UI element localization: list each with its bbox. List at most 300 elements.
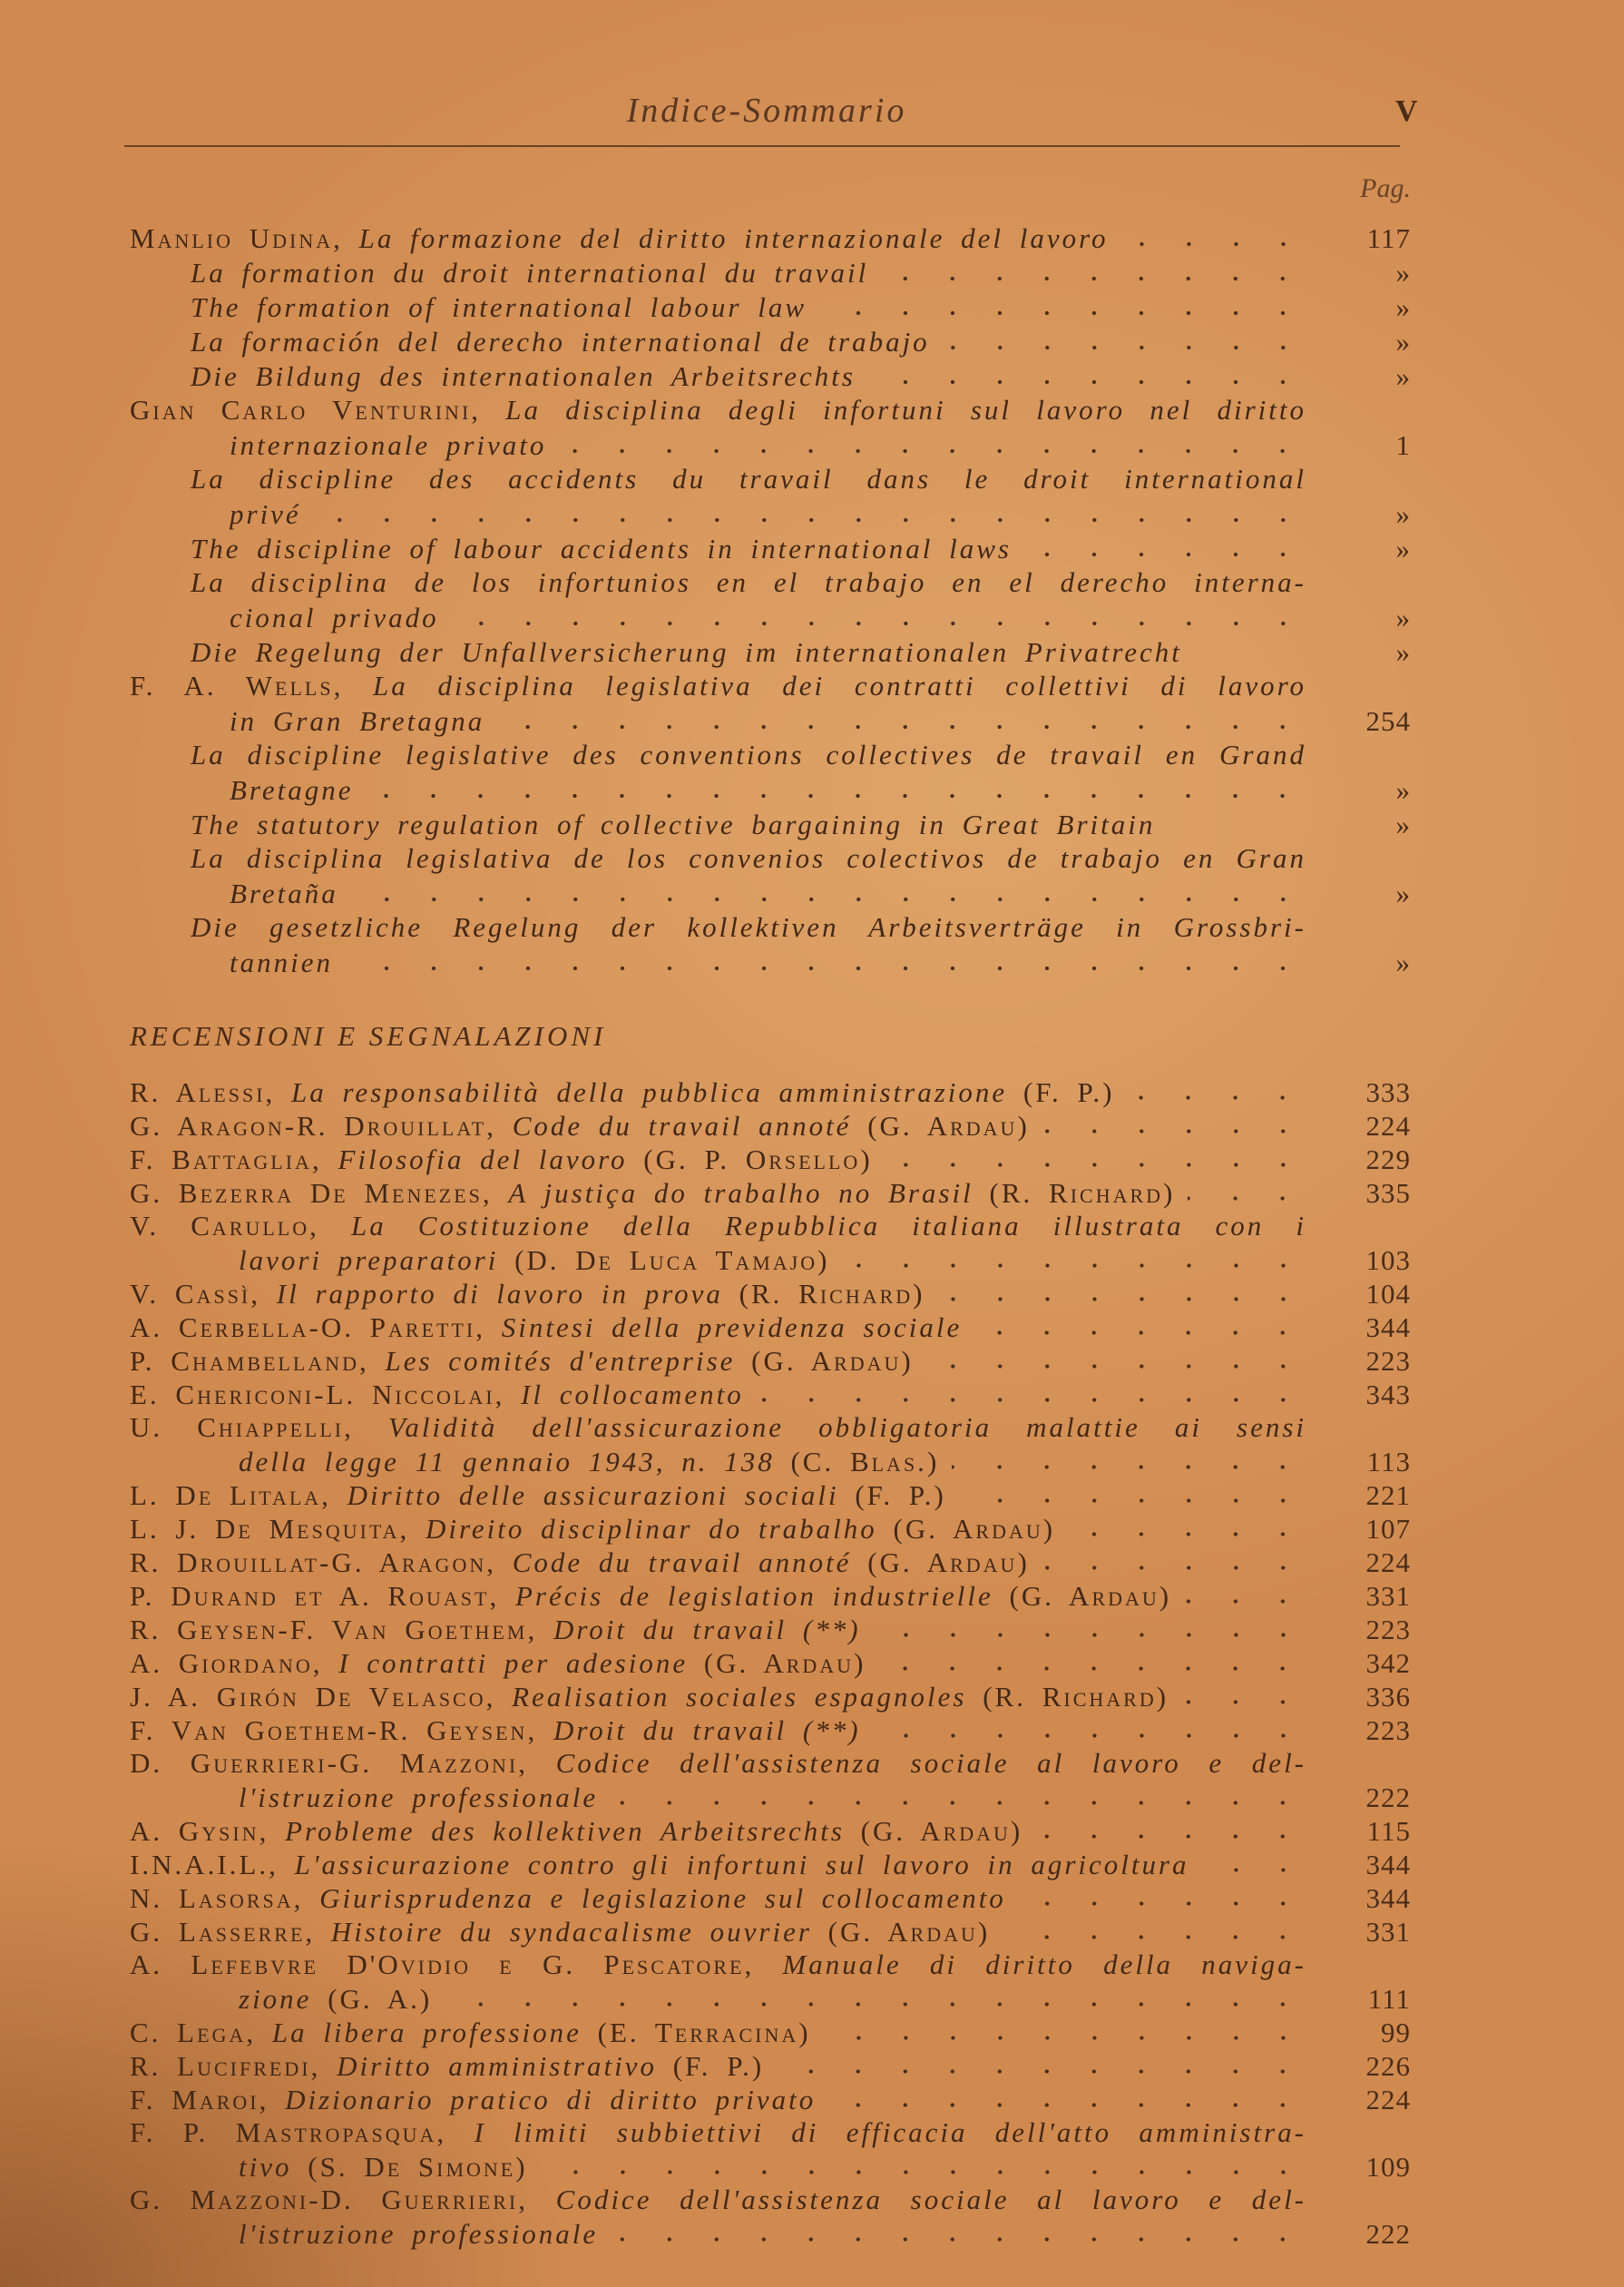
entry-text bbox=[130, 1278, 925, 1310]
reviews-heading: RECENSIONI E SEGNALAZIONI bbox=[130, 1020, 607, 1052]
page-ref: 229 bbox=[1365, 1143, 1411, 1175]
entry-title: tivo bbox=[239, 2150, 292, 2183]
entry-text bbox=[191, 257, 868, 290]
dot-leader bbox=[497, 704, 1306, 739]
entry-text bbox=[130, 1647, 866, 1680]
entry-text bbox=[130, 394, 1306, 427]
author-name: L. J. De Mesquita , bbox=[130, 1513, 409, 1545]
author-name: J. A. Girón De Velasco , bbox=[130, 1681, 495, 1713]
entry-title: Direito disciplinar do trabalho bbox=[425, 1512, 877, 1545]
page-ref: » bbox=[1395, 809, 1411, 840]
toc-line bbox=[130, 1277, 1411, 1310]
toc-line bbox=[130, 2049, 1411, 2083]
dot-leader bbox=[541, 2150, 1306, 2184]
toc-line bbox=[130, 739, 1411, 773]
toc-line bbox=[130, 497, 1411, 532]
dot-leader bbox=[1188, 1176, 1306, 1210]
toc-line bbox=[130, 1210, 1411, 1243]
toc-line bbox=[130, 1613, 1411, 1646]
entry-title: Diritto amministrativo bbox=[337, 2049, 657, 2082]
dot-leader bbox=[314, 497, 1306, 532]
entry-text bbox=[130, 2084, 816, 2116]
entry-text bbox=[130, 1345, 914, 1378]
page-ref: 226 bbox=[1365, 2049, 1411, 2082]
entry-title: lavori preparatori bbox=[239, 1243, 499, 1276]
page-ref: 221 bbox=[1365, 1478, 1411, 1511]
header-rule bbox=[124, 145, 1400, 147]
page-ref: 113 bbox=[1366, 1445, 1411, 1477]
entry-title: tannien bbox=[230, 947, 333, 978]
entry-title: zione bbox=[239, 1982, 312, 2015]
dot-leader bbox=[868, 359, 1306, 394]
dot-leader bbox=[1121, 221, 1306, 256]
entry-text bbox=[239, 1983, 432, 2016]
entry-text bbox=[130, 1849, 1189, 1881]
author-name: Gian Carlo Venturini , bbox=[130, 394, 481, 426]
entry-text bbox=[230, 429, 546, 462]
entry-title: internazionale privato bbox=[230, 429, 547, 461]
entry-title: I limiti subbiettivi di efficacia dell'atto amministra- bbox=[474, 2115, 1306, 2148]
entry-text bbox=[130, 1714, 861, 1747]
page-ref: 223 bbox=[1365, 1713, 1411, 1746]
dot-leader bbox=[959, 1478, 1306, 1512]
page-ref: 223 bbox=[1365, 1344, 1411, 1377]
dot-leader bbox=[1035, 1814, 1306, 1848]
toc-line bbox=[130, 2016, 1411, 2049]
entry-title: La libera professione bbox=[271, 2016, 582, 2048]
page-ref: 107 bbox=[1365, 1512, 1411, 1545]
entry-title: Sintesi della previdenza sociale bbox=[501, 1310, 963, 1343]
toc-line bbox=[130, 1646, 1411, 1680]
entry-title: The discipline of labour accidents in international laws bbox=[191, 533, 1012, 564]
toc-line bbox=[130, 290, 1411, 325]
dot-leader bbox=[1168, 808, 1306, 842]
author-name: Manlio Udina , bbox=[130, 222, 343, 254]
entry-title: La formazione del diritto internazionale del lavoro bbox=[358, 222, 1109, 254]
entry-text bbox=[130, 1546, 1030, 1579]
page-ref: » bbox=[1395, 291, 1411, 323]
page-ref: 335 bbox=[1365, 1176, 1411, 1209]
entry-text bbox=[130, 1076, 1114, 1109]
entry-text bbox=[230, 498, 301, 531]
reviewer-name: ( E. Terracina ) bbox=[582, 2017, 811, 2048]
toc-line bbox=[130, 463, 1411, 497]
page-ref: 99 bbox=[1381, 2016, 1411, 2048]
dot-leader bbox=[1068, 1512, 1306, 1546]
entry-text bbox=[239, 2151, 528, 2184]
page-ref: 222 bbox=[1365, 2217, 1411, 2250]
entry-text bbox=[130, 1177, 1175, 1210]
pag-column-label: Pag. bbox=[1360, 173, 1411, 203]
dot-leader bbox=[1202, 1848, 1306, 1881]
page-number: V bbox=[1395, 94, 1418, 128]
entry-text bbox=[130, 1916, 990, 1948]
entry-title: Diritto delle assicurazioni sociali bbox=[347, 1478, 839, 1511]
entry-text bbox=[191, 809, 1155, 841]
dot-leader bbox=[1181, 1680, 1306, 1713]
dot-leader bbox=[881, 256, 1306, 290]
page-ref: 115 bbox=[1366, 1814, 1411, 1847]
author-name: A. Gysin , bbox=[130, 1815, 269, 1847]
entry-title: La responsabilità della pubblica amministrazione bbox=[291, 1075, 1008, 1108]
toc-line bbox=[130, 1445, 1411, 1478]
entry-title: Code du travail annoté bbox=[512, 1109, 852, 1142]
entry-title: Realisation sociales espagnoles bbox=[512, 1680, 967, 1713]
reviewer-name: ( F. P. ) bbox=[839, 1479, 946, 1511]
page-ref: » bbox=[1395, 947, 1411, 978]
entry-title: Die gesetzliche Regelung der kollektiven Arbeitsverträge in Grossbri- bbox=[191, 911, 1306, 944]
entry-text bbox=[230, 878, 338, 910]
page-ref: 344 bbox=[1365, 1881, 1411, 1914]
toc-line bbox=[130, 1176, 1411, 1210]
toc-line bbox=[130, 1243, 1411, 1277]
entry-title: Probleme des kollektiven Arbeitsrechts bbox=[285, 1814, 845, 1847]
entry-title: cional privado bbox=[230, 602, 439, 633]
entry-title: in Gran Bretagna bbox=[230, 705, 485, 737]
entry-text bbox=[130, 222, 1109, 255]
entry-text bbox=[130, 1379, 744, 1411]
dot-leader bbox=[878, 1646, 1306, 1680]
dot-leader bbox=[1024, 532, 1306, 566]
entry-title: A justiça do trabalho no Brasil bbox=[508, 1176, 973, 1209]
dot-leader bbox=[874, 1613, 1306, 1646]
dot-leader bbox=[938, 1277, 1307, 1310]
author-name: U. Chiappelli , bbox=[130, 1411, 354, 1443]
entry-title: Giurisprudenza e legislazione sul collocamento bbox=[319, 1881, 1006, 1914]
entry-title: La disciplina legislativa dei contratti collettivi di lavoro bbox=[373, 670, 1306, 702]
toc-line bbox=[130, 877, 1411, 911]
entry-title: Die Bildung des internationalen Arbeitsrechts bbox=[191, 360, 856, 392]
dot-leader bbox=[351, 877, 1306, 911]
page-ref: 344 bbox=[1365, 1848, 1411, 1880]
toc-line bbox=[130, 911, 1411, 946]
entry-text bbox=[191, 842, 1306, 876]
entry-text bbox=[230, 947, 333, 979]
reviewer-name: ( G. Ardau ) bbox=[688, 1647, 866, 1679]
articles-section bbox=[130, 221, 1411, 980]
page-ref: » bbox=[1395, 636, 1411, 668]
entry-text bbox=[191, 911, 1306, 945]
page-ref: 224 bbox=[1365, 2083, 1411, 2115]
author-name: R. Geysen-F. Van Goethem , bbox=[130, 1614, 537, 1645]
entry-title: Bretaña bbox=[230, 878, 338, 909]
entry-title: Bretagne bbox=[230, 774, 354, 806]
entry-title: Validità dell'assicurazione obbligatoria malattie ai sensi bbox=[387, 1410, 1306, 1443]
reviewer-name: ( G. P. Orsello ) bbox=[628, 1144, 873, 1175]
reviewer-name: ( F. P. ) bbox=[657, 2050, 764, 2082]
dot-leader bbox=[1127, 1075, 1306, 1109]
entry-title: Il collocamento bbox=[521, 1378, 744, 1410]
page-ref: 224 bbox=[1365, 1546, 1411, 1578]
toc-line bbox=[130, 704, 1411, 739]
page-ref: » bbox=[1395, 533, 1411, 564]
page-ref: 111 bbox=[1367, 1982, 1411, 2015]
dot-leader bbox=[611, 1781, 1306, 1814]
entry-title: Histoire du syndacalisme ouvrier bbox=[330, 1915, 812, 1948]
entry-text bbox=[239, 1446, 939, 1478]
reviewer-name: ( G. A. ) bbox=[311, 1983, 432, 2015]
reviewer-name: ( R. Richard ) bbox=[973, 1177, 1176, 1209]
page-ref: 224 bbox=[1365, 1109, 1411, 1142]
toc-line bbox=[130, 221, 1411, 256]
page-ref: 117 bbox=[1366, 222, 1411, 254]
reviewer-name: ( D. De Luca Tamajo ) bbox=[498, 1244, 829, 1276]
author-name: R. Lucifredi , bbox=[130, 2050, 320, 2082]
toc-line bbox=[130, 394, 1411, 428]
dot-leader bbox=[974, 1310, 1306, 1344]
author-name: A. Cerbella-O. Paretti , bbox=[130, 1311, 485, 1343]
author-name: D. Guerrieri-G. Mazzoni , bbox=[130, 1747, 528, 1779]
toc-line bbox=[130, 566, 1411, 601]
toc-line bbox=[130, 1915, 1411, 1948]
entry-text bbox=[191, 291, 807, 324]
page-ref: » bbox=[1395, 498, 1411, 530]
reviewer-name: ( G. Ardau ) bbox=[851, 1546, 1029, 1578]
toc-line bbox=[130, 1478, 1411, 1512]
author-name: G. Mazzoni-D. Guerrieri , bbox=[130, 2184, 528, 2215]
entry-text bbox=[130, 1948, 1306, 1982]
entry-text bbox=[191, 533, 1012, 565]
author-name: C. Lega , bbox=[130, 2017, 256, 2048]
page-ref: 331 bbox=[1365, 1579, 1411, 1612]
author-name: E. Chericoni-L. Niccolai , bbox=[130, 1379, 504, 1410]
author-name: V. Carullo , bbox=[130, 1210, 319, 1242]
dot-leader bbox=[1195, 635, 1306, 670]
toc-line bbox=[130, 1143, 1411, 1176]
author-name: R. Drouillat-G. Aragon , bbox=[130, 1546, 496, 1578]
page-ref: 343 bbox=[1365, 1378, 1411, 1410]
dot-leader bbox=[1019, 1881, 1306, 1915]
dot-leader bbox=[1042, 1546, 1306, 1579]
toc-line bbox=[130, 1881, 1411, 1915]
author-name: G. Lasserre , bbox=[130, 1916, 315, 1948]
reviewer-name: ( C. Blas. ) bbox=[775, 1446, 940, 1477]
author-name: G. Bezerra De Menezes , bbox=[130, 1177, 493, 1209]
entry-title: l'istruzione professionale bbox=[239, 2217, 599, 2250]
entry-title: Dizionario pratico di diritto privato bbox=[285, 2083, 817, 2115]
dot-leader bbox=[559, 428, 1306, 463]
toc-line bbox=[130, 1680, 1411, 1713]
dot-leader bbox=[366, 773, 1306, 808]
dot-leader bbox=[824, 2016, 1306, 2049]
entry-text bbox=[230, 602, 439, 634]
author-name: L. De Litala , bbox=[130, 1479, 331, 1511]
toc-line bbox=[130, 1546, 1411, 1579]
author-name: F. Van Goethem-R. Geysen , bbox=[130, 1714, 537, 1746]
dot-leader bbox=[819, 290, 1306, 325]
toc-line bbox=[130, 1512, 1411, 1546]
page-ref: 223 bbox=[1365, 1613, 1411, 1645]
page-ref: » bbox=[1395, 602, 1411, 633]
page-ref: 344 bbox=[1365, 1310, 1411, 1343]
author-name: N. Lasorsa , bbox=[130, 1882, 303, 1914]
toc-line bbox=[130, 2184, 1411, 2217]
reviews-section bbox=[130, 1075, 1411, 2251]
reviewer-name: ( S. De Simone ) bbox=[292, 2151, 528, 2183]
entry-text bbox=[239, 2218, 598, 2251]
entry-title: La discipline legislative des conventions collectives de travail en Grand bbox=[191, 739, 1306, 771]
entry-title: Il rapporto di lavoro in prova bbox=[276, 1277, 723, 1310]
reviewer-name: ( R. Richard ) bbox=[966, 1681, 1169, 1713]
entry-text bbox=[130, 1210, 1306, 1243]
entry-title: La disciplina degli infortuni sul lavoro nel diritto bbox=[505, 394, 1306, 427]
dot-leader bbox=[926, 1344, 1306, 1378]
author-name: I.N.A.I.L. , bbox=[130, 1849, 279, 1880]
page-ref: 1 bbox=[1395, 429, 1411, 461]
entry-text bbox=[130, 1144, 873, 1176]
toc-line bbox=[130, 1948, 1411, 1982]
entry-title: Droit du travail (**) bbox=[553, 1613, 861, 1645]
author-name: V. Cassì , bbox=[130, 1278, 260, 1310]
entry-text bbox=[130, 1681, 1169, 1713]
entry-text bbox=[130, 1411, 1306, 1445]
author-name: A. Giordano , bbox=[130, 1647, 322, 1679]
toc-line bbox=[130, 670, 1411, 704]
page-ref: 342 bbox=[1365, 1646, 1411, 1679]
toc-line bbox=[130, 1713, 1411, 1747]
dot-leader bbox=[611, 2217, 1306, 2251]
toc-line bbox=[130, 2083, 1411, 2116]
dot-leader bbox=[843, 1243, 1307, 1277]
author-name: P. Chambelland , bbox=[130, 1345, 369, 1377]
toc-line bbox=[130, 359, 1411, 394]
page-ref: » bbox=[1395, 326, 1411, 358]
dot-leader bbox=[885, 1143, 1306, 1176]
entry-title: La Costituzione della Repubblica italiana illustrata con i bbox=[350, 1209, 1306, 1242]
toc-line bbox=[130, 1848, 1411, 1881]
toc-line bbox=[130, 1411, 1411, 1445]
entry-title: Filosofia del lavoro bbox=[338, 1143, 628, 1175]
toc-line bbox=[130, 635, 1411, 670]
reviewer-name: ( F. P. ) bbox=[1007, 1076, 1114, 1108]
entry-title: I contratti per adesione bbox=[338, 1646, 689, 1679]
dot-leader bbox=[1003, 1915, 1306, 1948]
entry-title: L'assicurazione contro gli infortuni sul lavoro in agricoltura bbox=[294, 1848, 1189, 1880]
entry-title: Code du travail annoté bbox=[512, 1546, 852, 1578]
entry-text bbox=[239, 1782, 598, 1814]
entry-text bbox=[191, 463, 1306, 496]
entry-text bbox=[191, 326, 930, 358]
author-name: F. Maroi , bbox=[130, 2084, 269, 2115]
dot-leader bbox=[445, 1982, 1306, 2016]
running-header-title: Indice-Sommario bbox=[626, 92, 907, 130]
toc-line bbox=[130, 1310, 1411, 1344]
reviewer-name: ( G. Ardau ) bbox=[812, 1916, 990, 1948]
toc-line bbox=[130, 1344, 1411, 1378]
dot-leader bbox=[874, 1713, 1306, 1747]
entry-title: The formation of international labour law bbox=[191, 291, 807, 323]
entry-title: The statutory regulation of collective bargaining in Great Britain bbox=[191, 809, 1156, 840]
dot-leader bbox=[1184, 1579, 1306, 1613]
page-ref: 222 bbox=[1365, 1781, 1411, 1813]
page-ref: » bbox=[1395, 774, 1411, 806]
toc-line bbox=[130, 1814, 1411, 1848]
author-name: F. Battaglia , bbox=[130, 1144, 322, 1175]
entry-text bbox=[130, 1815, 1022, 1848]
reviewer-name: ( G. Ardau ) bbox=[851, 1110, 1029, 1142]
dot-leader bbox=[828, 2083, 1306, 2116]
page-ref: 254 bbox=[1365, 705, 1411, 737]
entry-title: Codice dell'assistenza sociale al lavoro e del- bbox=[555, 1746, 1306, 1779]
dot-leader bbox=[452, 601, 1306, 635]
entry-title: Droit du travail (**) bbox=[553, 1713, 861, 1746]
toc-line bbox=[130, 325, 1411, 359]
author-name: R. Alessi , bbox=[130, 1076, 275, 1108]
toc-line bbox=[130, 2116, 1411, 2150]
toc-line bbox=[130, 601, 1411, 635]
entry-text bbox=[130, 1747, 1306, 1781]
entry-text bbox=[130, 1479, 946, 1512]
entry-text bbox=[130, 670, 1306, 703]
entry-title: Les comités d'entreprise bbox=[385, 1344, 736, 1377]
reviewer-name: ( G. Ardau ) bbox=[993, 1580, 1171, 1612]
toc-line bbox=[130, 1579, 1411, 1613]
dot-leader bbox=[757, 1378, 1306, 1411]
entry-title: l'istruzione professionale bbox=[239, 1781, 599, 1813]
page-ref: 109 bbox=[1365, 2150, 1411, 2183]
reviewer-name: ( G. Ardau ) bbox=[735, 1345, 913, 1377]
reviewer-name: ( G. Ardau ) bbox=[877, 1513, 1055, 1545]
entry-text bbox=[191, 566, 1306, 600]
entry-text bbox=[130, 2116, 1306, 2150]
author-name: G. Aragon-R. Drouillat , bbox=[130, 1110, 496, 1142]
entry-title: Die Regelung der Unfallversicherung im internationalen Privatrecht bbox=[191, 636, 1182, 668]
toc-line bbox=[130, 842, 1411, 877]
dot-leader bbox=[777, 2049, 1306, 2083]
entry-title: Manuale di diritto della naviga- bbox=[782, 1948, 1306, 1980]
toc-line bbox=[130, 808, 1411, 842]
entry-text bbox=[130, 2050, 764, 2083]
toc-line bbox=[130, 428, 1411, 463]
entry-text bbox=[130, 1513, 1055, 1546]
entry-text bbox=[130, 2017, 811, 2049]
toc-line bbox=[130, 1747, 1411, 1781]
page-ref: 103 bbox=[1365, 1243, 1411, 1276]
toc-line bbox=[130, 532, 1411, 566]
toc-line bbox=[130, 1075, 1411, 1109]
author-name: F. P. Mastropasqua , bbox=[130, 2116, 446, 2148]
page-ref: 336 bbox=[1365, 1680, 1411, 1713]
dot-leader bbox=[346, 946, 1306, 980]
toc-line bbox=[130, 2217, 1411, 2251]
dot-leader bbox=[1042, 1109, 1306, 1143]
entry-title: La formation du droit international du travail bbox=[191, 257, 869, 289]
reviewer-name: ( R. Richard ) bbox=[723, 1278, 925, 1310]
entry-text bbox=[130, 1614, 861, 1646]
toc-line bbox=[130, 1109, 1411, 1143]
entry-text bbox=[130, 1580, 1171, 1613]
entry-title: La disciplina legislativa de los convenios colectivos de trabajo en Gran bbox=[191, 842, 1306, 875]
entry-title: Précis de legislation industrielle bbox=[514, 1579, 993, 1612]
entry-text bbox=[130, 1110, 1030, 1143]
toc-line bbox=[130, 773, 1411, 808]
toc-line bbox=[130, 256, 1411, 290]
entry-text bbox=[130, 2184, 1306, 2217]
page-ref: 333 bbox=[1365, 1075, 1411, 1108]
page-ref: » bbox=[1395, 360, 1411, 392]
dot-leader bbox=[943, 325, 1306, 359]
entry-title: La disciplina de los infortunios en el trabajo en el derecho interna- bbox=[191, 566, 1306, 599]
reviewer-name: ( G. Ardau ) bbox=[845, 1815, 1022, 1847]
page-ref: » bbox=[1395, 878, 1411, 909]
toc-line bbox=[130, 1378, 1411, 1411]
author-name: P. Durand et A. Rouast , bbox=[130, 1580, 499, 1612]
toc-line bbox=[130, 1982, 1411, 2016]
entry-text bbox=[191, 360, 856, 393]
entry-text bbox=[230, 705, 484, 738]
entry-title: La formación del derecho international de trabajo bbox=[191, 326, 930, 358]
entry-title: privé bbox=[230, 498, 301, 530]
